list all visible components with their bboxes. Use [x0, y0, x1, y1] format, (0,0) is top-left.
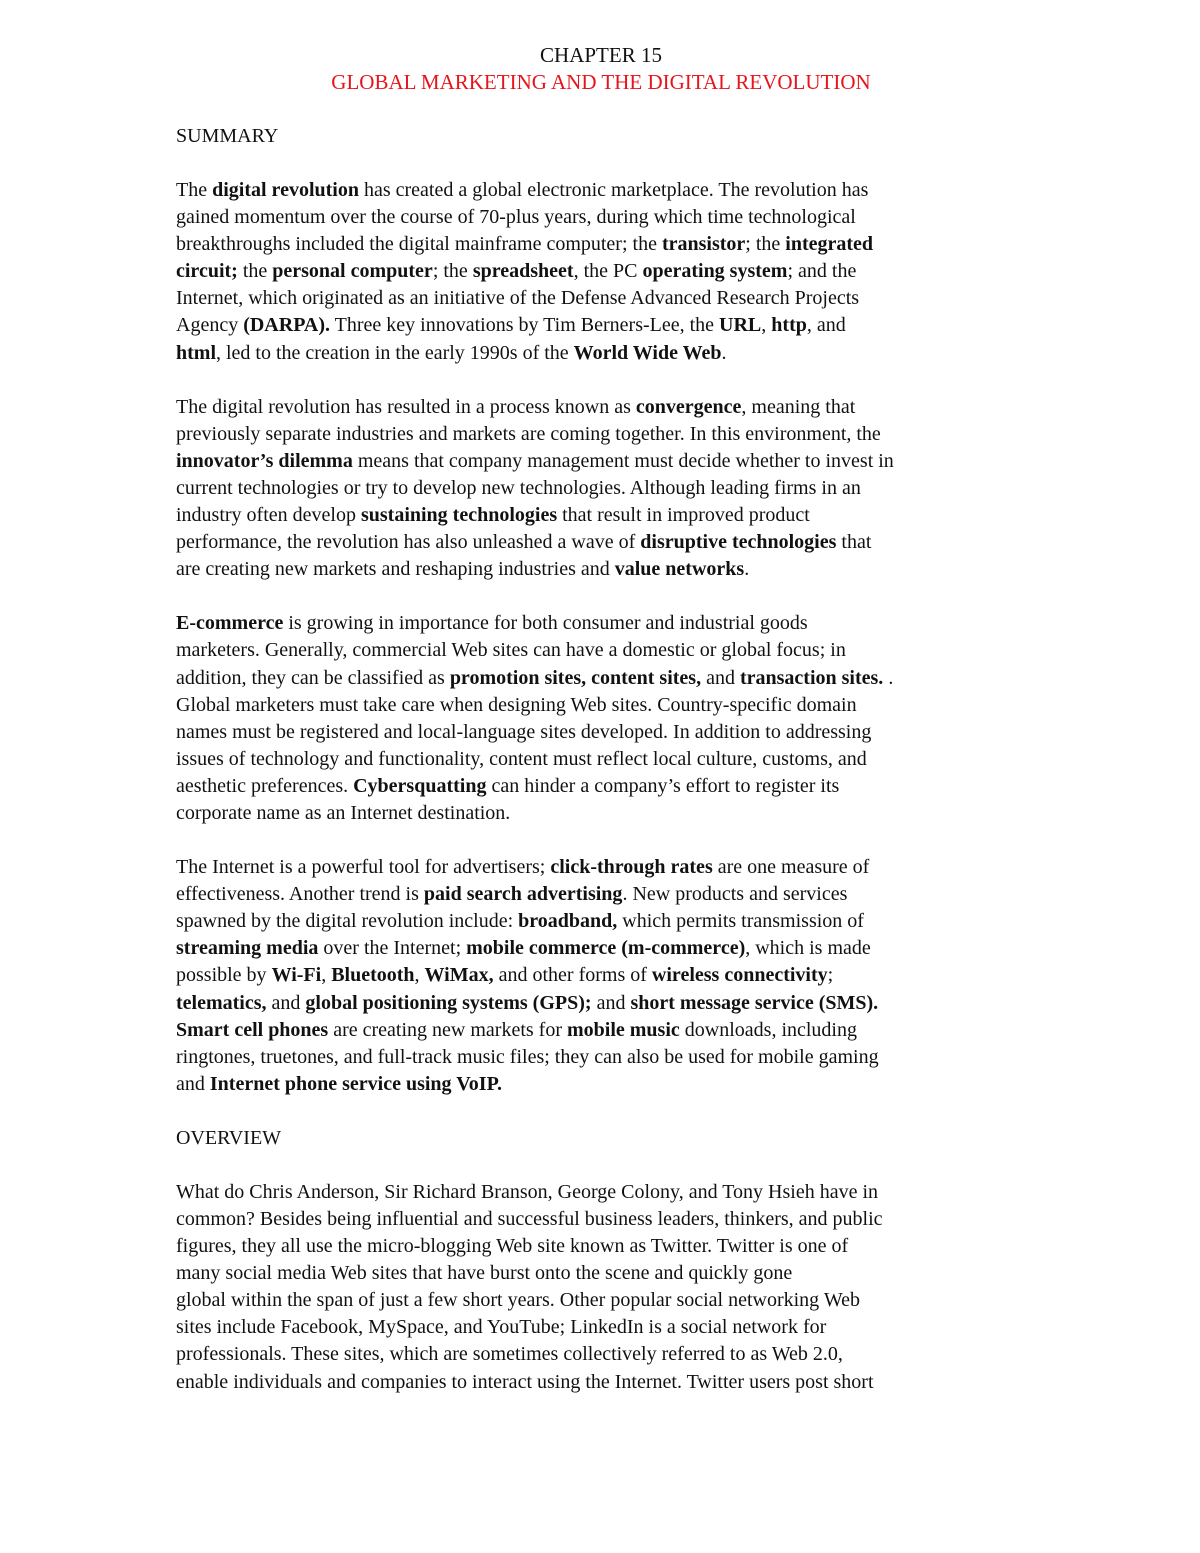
chapter-title: GLOBAL MARKETING AND THE DIGITAL REVOLUTION: [331, 70, 871, 94]
text-run: , and: [806, 314, 846, 337]
text-run: and: [266, 991, 306, 1014]
text-line: [176, 719, 1026, 746]
text-run: . New products and services: [622, 883, 848, 906]
text-run: are one measure of: [712, 856, 870, 879]
text-run: downloads, including: [679, 1018, 857, 1041]
text-run: breakthroughs included the digital mainframe computer; the: [176, 233, 662, 256]
bold-term: (DARPA).: [243, 314, 331, 337]
summary-paragraph: [176, 177, 1026, 367]
text-line: [176, 746, 1026, 773]
bold-term: World Wide Web: [573, 341, 722, 364]
bold-term: circuit;: [176, 260, 238, 283]
bold-term: Cybersquatting: [353, 774, 487, 797]
text-run: are creating new markets for: [328, 1018, 567, 1041]
text-run: ; and the: [787, 260, 857, 283]
text-line: [176, 231, 1026, 258]
text-run: issues of technology and functionality, content must reflect local culture, customs, and: [176, 747, 867, 770]
bold-term: telematics,: [176, 991, 267, 1014]
text-line: [176, 610, 1026, 637]
text-run: figures, they all use the micro-blogging Web site known as Twitter. Twitter is one of: [176, 1235, 849, 1258]
bold-term: click-through rates: [550, 856, 713, 879]
summary-paragraph: [176, 854, 1026, 1098]
bold-term: promotion sites, content sites,: [449, 666, 702, 689]
text-line: [176, 204, 1026, 231]
text-run: The Internet is a powerful tool for advertisers;: [176, 856, 551, 879]
bold-term: mobile music: [567, 1018, 680, 1041]
text-run: Agency: [176, 314, 244, 337]
text-line: [176, 421, 1026, 448]
bold-term: digital revolution: [212, 179, 359, 201]
text-run: professionals. These sites, which are sometimes collectively referred to as Web 2.0,: [176, 1343, 843, 1366]
text-run: , led to the creation in the early 1990s of the: [216, 341, 574, 364]
text-line: [176, 394, 1026, 421]
bold-term: wireless connectivity: [651, 964, 828, 987]
text-run: industry often develop: [176, 504, 361, 527]
bold-term: http: [771, 314, 807, 337]
bold-term: Bluetooth: [331, 964, 415, 987]
text-line: [176, 990, 1026, 1017]
text-run: What do Chris Anderson, Sir Richard Branson, George Colony, and Tony Hsieh have in: [176, 1180, 879, 1203]
text-run: performance, the revolution has also unleashed a wave of: [176, 531, 641, 554]
text-run: that result in improved product: [557, 504, 810, 527]
text-run: global within the span of just a few short years. Other popular social networking Web: [176, 1289, 860, 1312]
summary-paragraph: [176, 610, 1026, 827]
text-run: ; the: [745, 233, 786, 256]
text-run: current technologies or try to develop new technologies. Although leading firms in an: [176, 476, 861, 499]
text-run: that: [836, 531, 872, 554]
text-run: many social media Web sites that have burst onto the scene and quickly gone: [176, 1262, 793, 1285]
text-run: names must be registered and local-language sites developed. In addition to addressing: [176, 720, 872, 743]
text-run: the: [237, 260, 273, 283]
text-line: [176, 1287, 1026, 1314]
bold-term: spreadsheet: [472, 260, 574, 283]
text-run: has created a global electronic marketplace. The revolution has: [358, 179, 869, 201]
bold-term: streaming media: [176, 937, 319, 960]
bold-term: paid search advertising: [423, 883, 623, 906]
text-run: spawned by the digital revolution include:: [176, 910, 519, 933]
text-line: [176, 773, 1026, 800]
text-line: [176, 962, 1026, 989]
text-line: [176, 1260, 1026, 1287]
text-run: common? Besides being influential and successful business leaders, thinkers, and public: [176, 1208, 883, 1230]
bold-term: WiMax,: [424, 964, 494, 987]
text-line: [176, 1044, 1026, 1071]
text-run: sites include Facebook, MySpace, and YouTube; LinkedIn is a social network for: [176, 1316, 827, 1339]
text-run: , which is made: [745, 937, 871, 960]
text-run: effectiveness. Another trend is: [176, 883, 424, 906]
text-run: can hinder a company’s effort to register its: [486, 774, 840, 797]
bold-term: disruptive technologies: [640, 531, 837, 554]
bold-term: global positioning systems (GPS);: [305, 991, 592, 1014]
text-line: [176, 1017, 1026, 1044]
text-line: [176, 556, 1026, 583]
bold-term: transaction sites.: [739, 666, 884, 689]
text-line: [176, 800, 1026, 827]
text-line: [176, 529, 1026, 556]
bold-term: short message service (SMS).: [630, 991, 879, 1014]
summary-paragraph: [176, 394, 1026, 584]
bold-term: mobile commerce (m-commerce): [466, 937, 746, 960]
text-line: [176, 1233, 1026, 1260]
text-run: and: [701, 666, 740, 689]
text-line: [176, 692, 1026, 719]
text-line: [176, 881, 1026, 908]
bold-term: URL: [719, 314, 762, 337]
bold-term: Smart cell phones: [176, 1018, 329, 1041]
bold-term: broadband,: [518, 910, 618, 933]
text-run: ,: [761, 314, 772, 337]
text-run: and: [176, 1072, 210, 1095]
document-page: [176, 42, 1026, 1396]
text-run: over the Internet;: [318, 937, 467, 960]
text-line: [176, 1179, 1026, 1206]
text-run: aesthetic preferences.: [176, 774, 354, 797]
bold-term: integrated: [785, 233, 874, 256]
overview-paragraph: [176, 1179, 1026, 1396]
text-line: [176, 665, 1026, 692]
text-run: are creating new markets and reshaping industries and: [176, 558, 615, 581]
bold-term: Wi-Fi: [271, 964, 322, 987]
text-run: enable individuals and companies to interact using the Internet. Twitter users post short: [176, 1370, 874, 1393]
text-run: Three key innovations by Tim Berners-Lee, the: [330, 314, 720, 337]
bold-term: Internet phone service using VoIP.: [209, 1072, 502, 1095]
bold-term: E-commerce: [176, 612, 284, 635]
text-line: [176, 854, 1026, 881]
bold-term: operating system: [642, 260, 788, 283]
text-line: [176, 177, 1026, 204]
text-run: marketers. Generally, commercial Web sites can have a domestic or global focus; in: [176, 639, 846, 662]
text-run: Internet, which originated as an initiative of the Defense Advanced Research Projects: [176, 287, 860, 310]
bold-term: personal computer: [272, 260, 433, 283]
text-line: [176, 340, 1026, 367]
text-line: [176, 1206, 1026, 1233]
chapter-number: CHAPTER 15: [540, 43, 662, 67]
text-line: [176, 1341, 1026, 1368]
text-line: [176, 448, 1026, 475]
text-run: The: [176, 179, 213, 201]
text-line: [176, 258, 1026, 285]
text-line: [176, 637, 1026, 664]
text-line: [176, 908, 1026, 935]
text-run: ;: [827, 964, 834, 987]
overview-heading: OVERVIEW: [176, 1126, 282, 1149]
text-run: and other forms of: [493, 964, 652, 987]
text-line: [176, 312, 1026, 339]
bold-term: value networks: [614, 558, 745, 581]
text-run: , meaning that: [741, 395, 856, 418]
text-run: which permits transmission of: [617, 910, 864, 933]
text-line: [176, 1071, 1026, 1098]
text-line: [176, 935, 1026, 962]
summary-heading: SUMMARY: [176, 125, 279, 147]
text-line: [176, 285, 1026, 312]
text-run: Global marketers must take care when designing Web sites. Country-specific domain: [176, 693, 857, 716]
text-run: The digital revolution has resulted in a process known as: [176, 395, 636, 418]
bold-term: convergence: [635, 395, 742, 418]
text-run: corporate name as an Internet destination.: [176, 801, 511, 824]
text-run: is growing in importance for both consumer and industrial goods: [283, 612, 808, 635]
bold-term: sustaining technologies: [360, 504, 558, 527]
bold-term: transistor: [661, 233, 746, 256]
text-run: .: [744, 558, 750, 581]
bold-term: innovator’s dilemma: [176, 449, 353, 472]
text-line: [176, 1369, 1026, 1396]
text-run: .: [883, 666, 894, 689]
text-run: previously separate industries and markets are coming together. In this environment, the: [176, 422, 881, 445]
text-run: ,: [321, 964, 332, 987]
text-run: ringtones, truetones, and full-track music files; they can also be used for mobile gaming: [176, 1045, 879, 1068]
text-line: [176, 1314, 1026, 1341]
text-run: gained momentum over the course of 70-plus years, during which time technological: [176, 206, 856, 229]
text-line: [176, 475, 1026, 502]
text-run: , the PC: [573, 260, 643, 283]
text-run: means that company management must decide whether to invest in: [352, 449, 894, 472]
text-run: and: [591, 991, 631, 1014]
text-run: addition, they can be classified as: [176, 666, 450, 689]
text-run: ; the: [432, 260, 473, 283]
bold-term: html: [176, 341, 216, 364]
text-line: [176, 502, 1026, 529]
text-run: possible by: [176, 964, 272, 987]
text-run: ,: [414, 964, 425, 987]
text-run: .: [721, 341, 727, 364]
